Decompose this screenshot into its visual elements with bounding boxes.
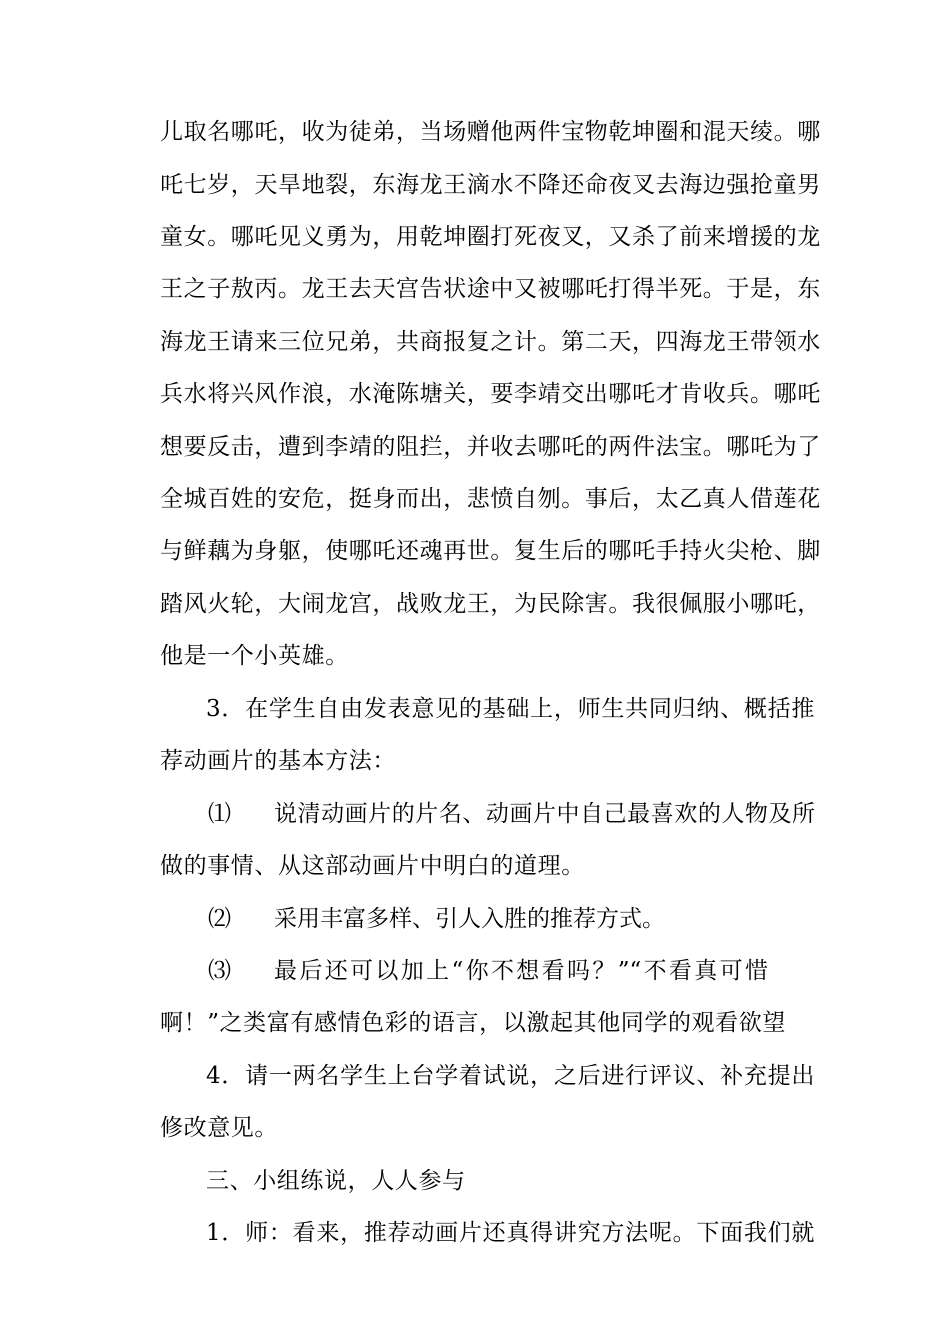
step4-line: 4．请一两名学生上台学着试说，之后进行评议、补充提出 [206, 1063, 815, 1089]
story-line: 想要反击，遭到李靖的阻拦，并收去哪吒的两件法宝。哪吒为了 [160, 434, 821, 460]
method-text: 采用丰富多样、引人入胜的推荐方式。 [274, 906, 665, 932]
method-text-continued: 啊！”之类富有感情色彩的语言，以激起其他同学的观看欲望 [160, 1010, 786, 1036]
story-line: 全城百姓的安危，挺身而出，悲愤自刎。事后，太乙真人借莲花 [160, 486, 821, 512]
story-line: 他是一个小英雄。 [160, 643, 349, 669]
method-number: ⑵ [208, 906, 231, 932]
step3-line: 荐动画片的基本方法： [160, 748, 396, 774]
section-heading: 三、小组练说，人人参与 [206, 1168, 466, 1194]
method-item-2 [208, 904, 665, 934]
story-line: 王之子敖丙。龙王去天宫告状途中又被哪吒打得半死。于是，东 [160, 276, 821, 302]
method-text: 说清动画片的片名、动画片中自己最喜欢的人物及所 [274, 801, 815, 827]
method-item-3 [208, 956, 768, 986]
method-text: 最后还可以加上“你不想看吗？”“不看真可惜 [274, 958, 768, 984]
step3-line: 3．在学生自由发表意见的基础上，师生共同归纳、概括推 [206, 696, 815, 722]
section3-step1-line: 1．师：看来，推荐动画片还真得讲究方法呢。下面我们就 [206, 1220, 815, 1246]
story-line: 与鲜藕为身躯，使哪吒还魂再世。复生后的哪吒手持火尖枪、脚 [160, 538, 821, 564]
story-line: 童女。哪吒见义勇为，用乾坤圈打死夜叉，又杀了前来增援的龙 [160, 224, 821, 250]
method-number: ⑶ [208, 958, 231, 984]
method-item-1 [208, 799, 815, 829]
method-text-continued: 做的事情、从这部动画片中明白的道理。 [160, 853, 585, 879]
story-line: 吒七岁，天旱地裂，东海龙王滴水不降还命夜叉去海边强抢童男 [160, 172, 821, 198]
story-line: 踏风火轮，大闹龙宫，战败龙王，为民除害。我很佩服小哪吒， [160, 591, 821, 617]
method-number: ⑴ [208, 801, 231, 827]
story-line: 儿取名哪吒，收为徒弟，当场赠他两件宝物乾坤圈和混天绫。哪 [160, 119, 821, 145]
step4-line: 修改意见。 [160, 1115, 278, 1141]
story-line: 兵水将兴风作浪，水淹陈塘关，要李靖交出哪吒才肯收兵。哪吒 [160, 381, 821, 407]
story-line: 海龙王请来三位兄弟，共商报复之计。第二天，四海龙王带领水 [160, 329, 821, 355]
